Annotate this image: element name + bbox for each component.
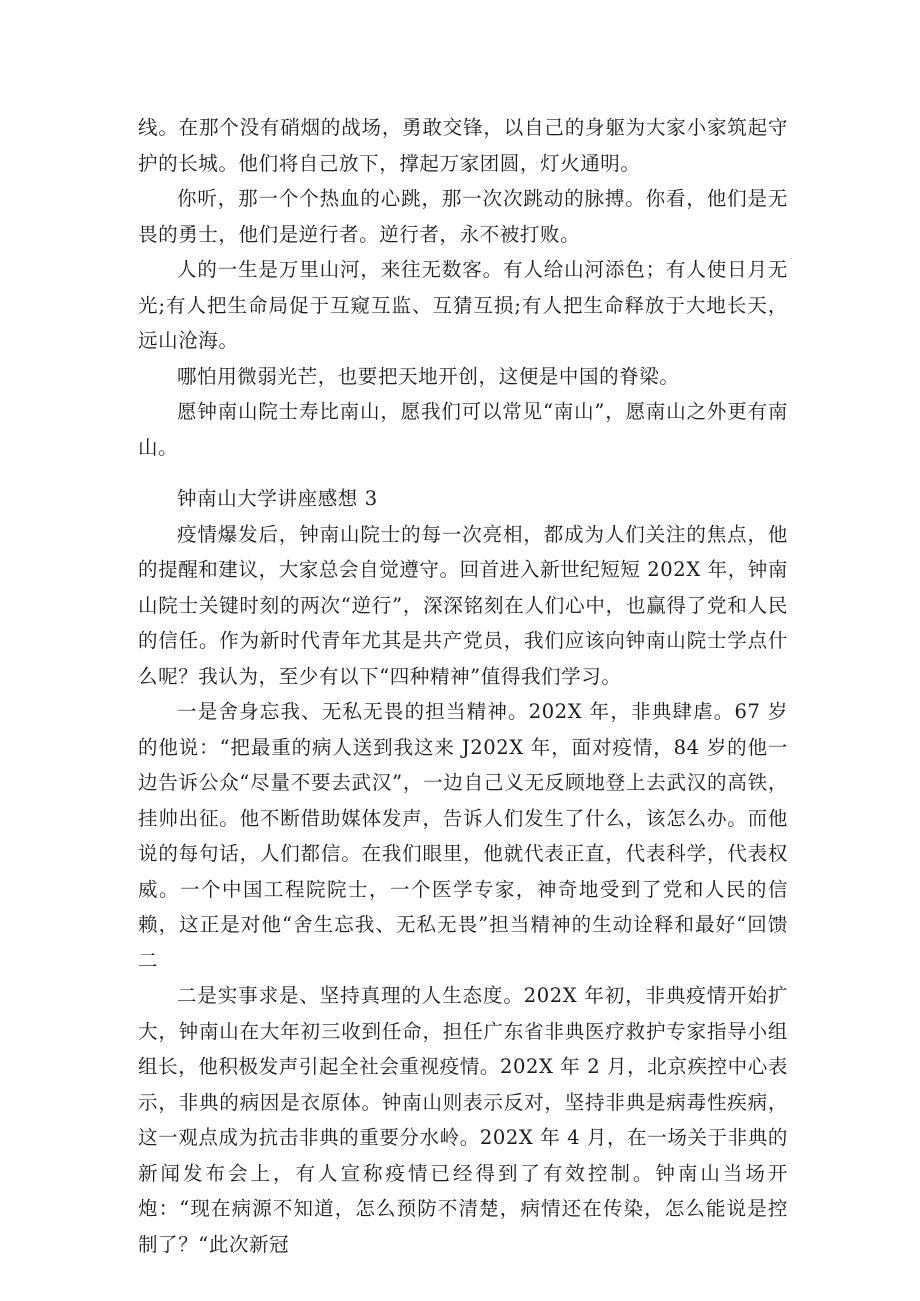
section-title: 钟南山大学讲座感想 3 (177, 487, 378, 510)
text-section-2 (138, 481, 788, 1262)
paragraph: 线。在那个没有硝烟的战场，勇敢交锋，以自己的身躯为大家小家筑起守护的长城。他们将自己放下，撑起万家团圆，灯火通明。 (138, 116, 788, 175)
paragraph: 疫情爆发后，钟南山院士的每一次亮相，都成为人们关注的焦点，他的提醒和建议，大家总会自觉遵守。回首进入新世纪短短 202X 年，钟南山院士关键时刻的两次“逆行”，深深铭刻在人们心中，也赢得了党和人民的信任。作为新时代青年尤其是共产党员，我们应该向钟南山院士学点什么呢？我认为，至少有以下“四种精神”值得我们学习。 (138, 522, 788, 688)
paragraph: 你听，那一个个热血的心跳，那一次次跳动的脉搏。你看，他们是无畏的勇士，他们是逆行者。逆行者，永不被打败。 (138, 187, 788, 246)
paragraph: 人的一生是万里山河，来往无数客。有人给山河添色；有人使日月无光;有人把生命局促于互窥互监、互猜互损;有人把生命释放于大地长天，远山沧海。 (138, 258, 788, 352)
paragraph: 二是实事求是、坚持真理的人生态度。202X 年初，非典疫情开始扩大，钟南山在大年初三收到任命，担任广东省非典医疗救护专家指导小组组长，他积极发声引起全社会重视疫情。202X 年 2 月，北京疾控中心表示，非典的病因是衣原体。钟南山则表示反对，坚持非典是病毒性疾病，这一观点成为抗击非典的重要分水岭。202X 年 4 月，在一场关于非典的新闻发布会上，有人宣称疫情已经得到了有效控制。钟南山当场开炮：“现在病源不知道，怎么预防不清楚，病情还在传染，怎么能说是控制了？“此次新冠 (138, 984, 788, 1256)
paragraph: 一是舍身忘我、无私无畏的担当精神。202X 年，非典肆虐。67 岁的他说：“把最重的病人送到我这来 J202X 年，面对疫情，84 岁的他一边告诉公众“尽量不要去武汉”，一边自己义无反顾地登上去武汉的高铁，挂帅出征。他不断借助媒体发声，告诉人们发生了什么，该怎么办。而他说的每句话，人们都信。在我们眼里，他就代表正直，代表科学，代表权威。一个中国工程院院士，一个医学专家，神奇地受到了党和人民的信赖，这正是对他“舍生忘我、无私无畏”担当精神的生动诠释和最好“回馈二 (138, 700, 788, 972)
text-section-1 (138, 110, 788, 465)
paragraph: 愿钟南山院士寿比南山，愿我们可以常见“南山”，愿南山之外更有南山。 (138, 400, 788, 459)
paragraph: 哪怕用微弱光芒，也要把天地开创，这便是中国的脊梁。 (177, 364, 680, 388)
